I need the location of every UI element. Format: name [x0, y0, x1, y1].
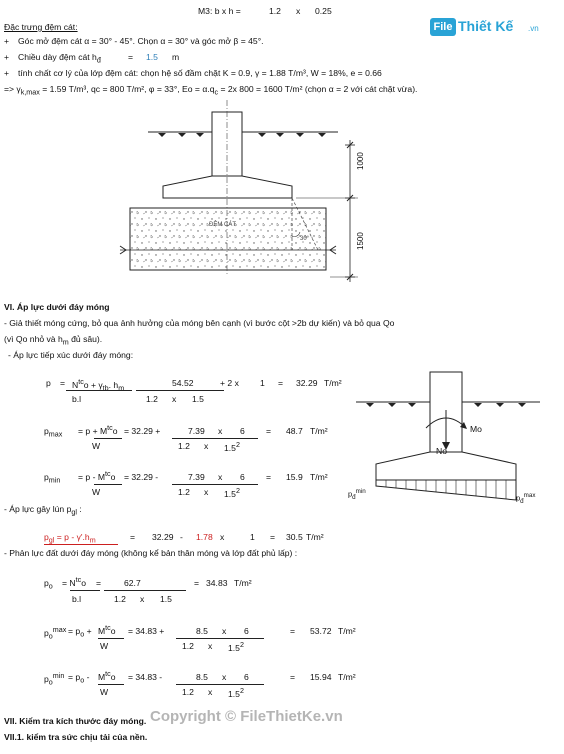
eq2-den: W: [92, 441, 101, 451]
eq3-num-x: x: [218, 472, 223, 482]
eq1-eq: =: [60, 378, 66, 388]
eq3-den-x: x: [204, 487, 209, 497]
eq5-den-x: x: [140, 594, 145, 604]
eq5-result: 34.83: [206, 578, 228, 588]
pmax-label: $p_đ^{max}$: [516, 492, 536, 505]
eq2-frac-line: [172, 438, 258, 439]
eq4-x: x: [220, 532, 225, 542]
eq4-minus: -: [180, 532, 183, 542]
eq1-eq2: =: [278, 378, 284, 388]
eq2-num-a: 7.39: [188, 426, 205, 436]
eq2-num-b: 6: [240, 426, 245, 436]
sand-line-3: tính chất cơ lý của lớp đệm cát: chọn hệ số đầm chặt K = 0.9, γ = 1.88 T/m³, W = 18%, e = 0.66: [18, 68, 382, 78]
eq3-den: W: [92, 487, 101, 497]
eq5-rhs: = $N^{tc}o$: [62, 576, 86, 588]
eq6-den-a: 1.2: [182, 641, 194, 651]
eq7-den-b: $1.5^2$: [228, 687, 244, 699]
eq1-numerator: $N^{tc}o + \gamma_{tb}$. $h_m$: [72, 378, 125, 393]
eq4-b: 1.78: [196, 532, 213, 542]
eq7-num-x: x: [222, 672, 227, 682]
sand-cushion-label: ĐỆM CÁT: [209, 222, 236, 228]
eq6-frac-line: [176, 638, 264, 639]
eq6-den-x: x: [208, 641, 213, 651]
eq1-frac-x: x: [172, 394, 177, 404]
eq5-den-b: 1.5: [160, 594, 172, 604]
eq3-rhs: = p - $M^{tc}o$: [78, 470, 116, 482]
eq6-den-b: $1.5^2$: [228, 641, 244, 653]
sand-line-1: Góc mở đệm cát α = 30° - 45°. Chọn α = 30° và góc mở β = 45°.: [18, 36, 264, 46]
eq7-den-x: x: [208, 687, 213, 697]
eq3-val: = 32.29 -: [124, 472, 159, 482]
sand-thickness-eq: =: [128, 52, 134, 62]
eq6-num-x: x: [222, 626, 227, 636]
logo-box: File: [430, 18, 456, 36]
eq7-eq: =: [290, 672, 296, 682]
sand-line-4: => $\gamma_{k,max} = 1.59$ T/m³, qc = 800 T/m², φ = 33°, $Eo = \alpha.q_c = 2x$ 800 = 1600 T/m² (chọn α = 2 với cát chặt vừa).: [4, 84, 418, 97]
eq2-result: 48.7: [286, 426, 303, 436]
pmin-label: $p_đ^{min}$: [348, 488, 366, 501]
sand-thickness-unit: m: [172, 52, 180, 62]
eq1-frac-a: 1.2: [146, 394, 158, 404]
eq3-frac-line: [172, 484, 258, 485]
eq5-eq2: =: [194, 578, 200, 588]
eq7-rhs: = $p_o$ -: [68, 672, 90, 685]
eq6-rhs: = $p_o$ +: [68, 626, 92, 639]
eq4-underline: [44, 544, 118, 545]
eq5-num: 62.7: [124, 578, 141, 588]
settlement-pressure-intro: - Áp lực gây lún $p_{gl}$ :: [4, 504, 82, 517]
eq1-unit: T/m²: [324, 378, 342, 388]
eq1-denominator: b.l: [72, 394, 82, 404]
section-6-para-3: - Áp lực tiếp xúc dưới đáy móng:: [8, 350, 134, 360]
eq5-fraction-line: [70, 590, 100, 591]
eq1-frac-num: 54.52: [172, 378, 194, 388]
dim-bottom: 1500: [356, 232, 365, 250]
eq2-den-b: $1.5^2$: [224, 441, 240, 453]
logo-suffix: .vn: [528, 24, 539, 33]
eq5-frac-line: [104, 590, 186, 591]
eq3-den-b: $1.5^2$: [224, 487, 240, 499]
dim-top: 1000: [356, 152, 365, 170]
m3-h: 0.25: [315, 6, 332, 16]
eq2-rhs: = $p + M^{tc}o$: [78, 424, 118, 436]
moment-label: Mo: [470, 424, 482, 434]
eq6-unit: T/m²: [338, 626, 356, 636]
eq4-c: 1: [250, 532, 255, 542]
eq4-unit: T/m²: [306, 532, 324, 542]
eq6-eq: =: [290, 626, 296, 636]
copyright-watermark: Copyright © FileThietKe.vn: [150, 708, 343, 725]
eq7-frac-line: [176, 684, 264, 685]
eq4-formula: $p_{gl} = p - \gamma'.h_m$: [44, 532, 96, 545]
eq5-lhs: $p_o$: [44, 578, 53, 591]
eq7-den-a: 1.2: [182, 687, 194, 697]
eq2-fraction-line: [94, 438, 122, 439]
bullet: +: [4, 52, 10, 62]
eq6-fraction-line: [98, 638, 124, 639]
eq4-result: 30.5: [286, 532, 303, 542]
eq2-eq: =: [266, 426, 272, 436]
eq1-result: 32.29: [296, 378, 318, 388]
eq6-m: $M^{tc}o$: [98, 624, 116, 636]
eq6-lhs: $p_o^{max}$: [44, 626, 67, 641]
eq3-eq: =: [266, 472, 272, 482]
section-6-para-1: - Giả thiết móng cứng, bỏ qua ảnh hưởng của móng bên cạnh (vì bước cột >2b dự kiến) và bỏ qua Qo: [4, 318, 395, 328]
logo-main: Thiết Kế: [458, 18, 514, 34]
eq2-val: = 32.29 +: [124, 426, 161, 436]
eq3-unit: T/m²: [310, 472, 328, 482]
eq2-lhs: $p_{max}$: [44, 426, 63, 439]
eq6-den: W: [100, 641, 109, 651]
axial-force-label: No: [436, 446, 447, 456]
bullet: +: [4, 36, 10, 46]
eq7-m: $M^{tc}o$: [98, 670, 116, 682]
eq5-den-a: 1.2: [114, 594, 126, 604]
eq6-val: = 34.83 +: [128, 626, 165, 636]
eq1-plus: + 2 x: [220, 378, 239, 388]
eq7-fraction-line: [98, 684, 124, 685]
eq2-num-x: x: [218, 426, 223, 436]
eq6-result: 53.72: [310, 626, 332, 636]
eq2-unit: T/m²: [310, 426, 328, 436]
eq1-fraction-line: [66, 390, 132, 391]
eq7-num-b: 6: [244, 672, 249, 682]
eq3-den-a: 1.2: [178, 487, 190, 497]
eq7-result: 15.94: [310, 672, 332, 682]
eq5-eq: =: [96, 578, 102, 588]
sand-title: Đặc trưng đệm cát:: [4, 22, 78, 32]
eq3-result: 15.9: [286, 472, 303, 482]
eq3-num-a: 7.39: [188, 472, 205, 482]
eq4-a: 32.29: [152, 532, 174, 542]
m3-b: 1.2: [269, 6, 281, 16]
eq1-lhs: p: [46, 378, 51, 388]
section-7-title: VII. Kiểm tra kích thước đáy móng.: [4, 716, 147, 726]
eq6-num-b: 6: [244, 626, 249, 636]
angle-label: 30°: [300, 236, 310, 242]
eq4-eq2: =: [270, 532, 276, 542]
eq1-frac-line: [136, 390, 224, 391]
soil-reaction-intro: - Phản lực đất dưới đáy móng (không kể bản thân móng và lớp đất phủ lấp) :: [4, 548, 298, 558]
eq1-one: 1: [260, 378, 265, 388]
section-6-para-2: (vì Qo nhỏ và $h_m$ đủ sâu).: [4, 334, 103, 347]
eq3-fraction-line: [94, 484, 122, 485]
eq3-num-b: 6: [240, 472, 245, 482]
eq2-den-a: 1.2: [178, 441, 190, 451]
eq4-eq: =: [130, 532, 136, 542]
eq7-den: W: [100, 687, 109, 697]
eq7-val: = 34.83 -: [128, 672, 163, 682]
sand-line-2: Chiều dày đệm cát $h_đ$: [18, 52, 101, 65]
eq6-num-a: 8.5: [196, 626, 208, 636]
sand-thickness-value: 1.5: [146, 52, 158, 62]
eq3-lhs: $p_{min}$: [44, 472, 61, 485]
eq2-den-x: x: [204, 441, 209, 451]
eq7-num-a: 8.5: [196, 672, 208, 682]
m3-label: M3: b x h =: [198, 6, 241, 16]
eq7-unit: T/m²: [338, 672, 356, 682]
section-6-title: VI. Áp lực dưới đáy móng: [4, 302, 110, 312]
m3-x: x: [296, 6, 301, 16]
eq7-lhs: $p_o^{min}$: [44, 672, 65, 687]
bullet: +: [4, 68, 10, 78]
section-7-1-title: VII.1. kiểm tra sức chịu tải của nền.: [4, 732, 148, 742]
eq1-frac-b: 1.5: [192, 394, 204, 404]
eq5-den: b.l: [72, 594, 82, 604]
eq5-unit: T/m²: [234, 578, 252, 588]
